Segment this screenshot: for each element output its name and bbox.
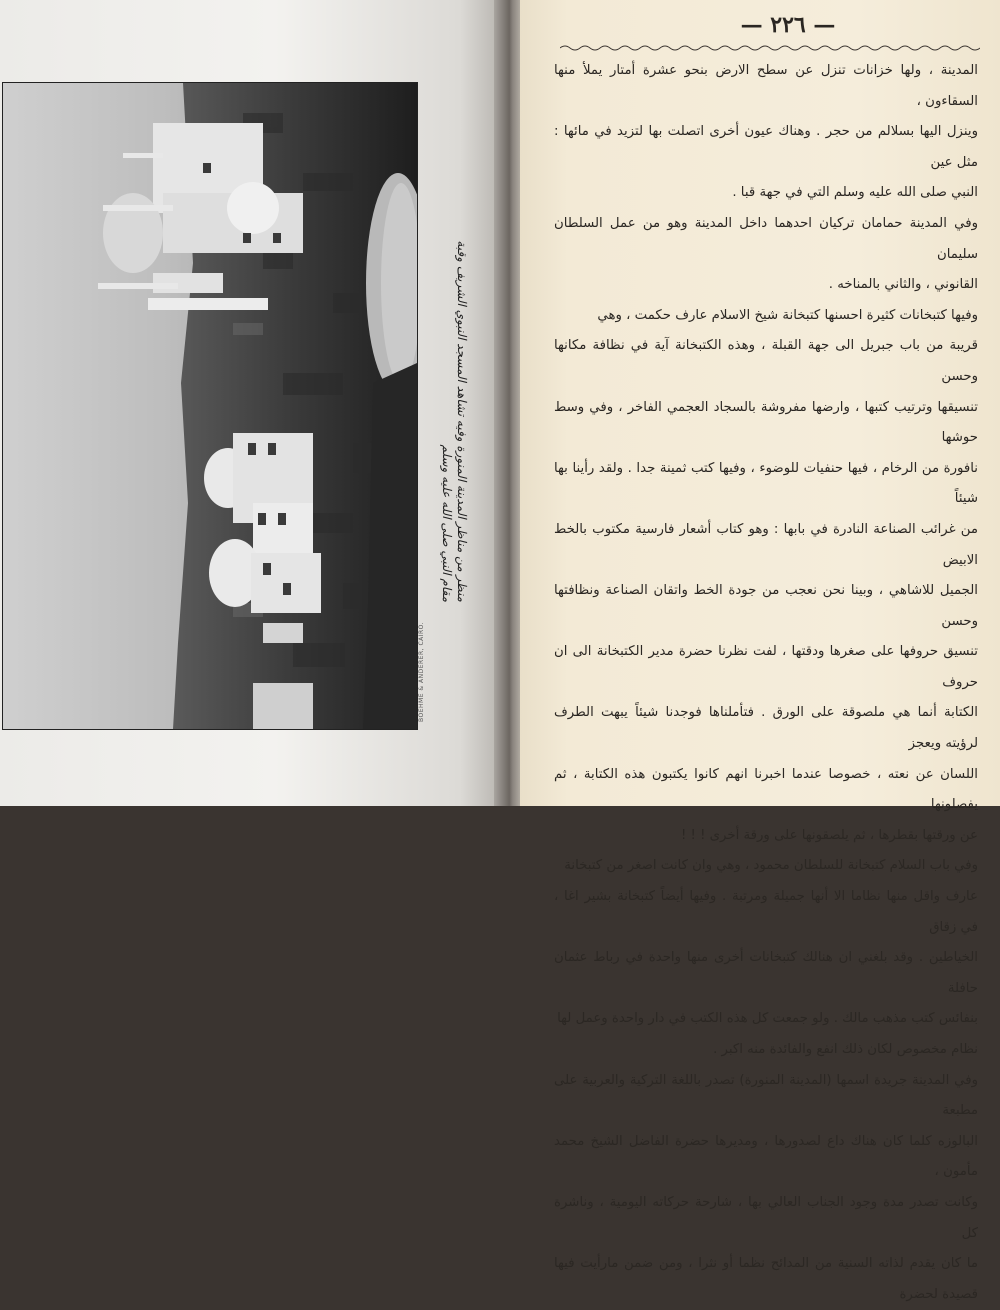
photo-credit: BOEHME & ANDERER, CAIRO. [418,621,425,722]
text-line: تنسيقها وترتيب كتبها ، وارضها مفروشة بالسجاد العجمي الفاخر ، وفي وسط حوشها [554,399,978,446]
text-line: وفيها كتبخانات كثيرة احسنها كتبخانة شيخ الاسلام عارف حكمت ، وهي [597,307,978,323]
text-line: وفي المدينة حمامان تركيان احدهما داخل المدينة وهو من عمل السلطان سليمان [554,215,978,262]
page-number: — ٢٢٦ — [740,12,836,38]
text-line: ما كان يقدم لذاته السنية من المدائح نظما أو نثرا ، ومن ضمن مارأيت فيها قصيدة لحضرة [554,1256,978,1302]
right-page [520,0,1000,1302]
text-line: البالوزه كلما كان هناك داع لصدورها ، ومديرها حضرة الفاضل الشيخ محمد مأمون ، [554,1133,978,1180]
text-line: الكتابة أنما هي ملصوقة على الورق . فتأملناها فوجدنا شيئاً يبهت الطرف لرؤيته ويعجز [554,705,978,752]
text-line: وكانت تصدر مدة وجود الجناب العالي بها ، شارحة حركاته اليومية ، وناشرة كل [554,1194,978,1241]
text-line: القانوني ، والثاني بالمناخه . [828,277,978,293]
text-line: اللسان عن نعته ، خصوصا عندما اخبرنا انهم كانوا يكتبون هذه الكتابة ، ثم يفصلونها [554,766,978,813]
text-line: وينزل اليها بسلالم من حجر . وهناك عيون أخرى اتصلت بها لتزيد في مائها : مثل عين [554,124,978,170]
left-page [0,0,500,806]
text-line: وفي باب السلام كتبخانة للسلطان محمود ، وهي وان كانت اصغر من كتبخانة [564,858,978,874]
text-line: من غرائب الصناعة النادرة في بابها : وهو كتاب أشعار فارسية مكتوب بالخط الابيض [554,521,978,568]
photo-caption: منظر من مناظر المدينة المنورة وفيه تشاهد المسجد النبوي الشريف وقبة مقام النبي صلى الله عليه وسلم [440,240,469,602]
text-line: نافورة من الرخام ، فيها حنفيات للوضوء ، وفيها كتب ثمينة جدا . ولقد رأينا بها شيئاً [554,460,978,507]
text-line: المدينة ، ولها خزانات تنزل عن سطح الارض بنحو عشرة أمتار يملأ منها السقاءون ، [554,63,978,109]
photo-illustration [3,83,417,729]
photograph-medina [2,82,418,730]
body-text [554,56,978,1310]
text-line: الخياطين . وقد بلغني ان هنالك كتبخانات أخرى منها واحدة في رباط عثمان حافلة [554,950,978,996]
caption-container [437,232,469,602]
text-line: عن ورقتها بقطرها ، ثم يلصقونها على ورقة أخرى ! ! ! [680,827,978,843]
text-line: بنفائس كتب مذهب مالك . ولو جمعت كل هذه الكتب في دار واحدة وعمل لها [557,1011,978,1027]
text-line: نظام مخصوص لكان ذلك انفع والفائدة منه اكبر . [713,1042,978,1057]
text-line: النبي صلى الله عليه وسلم التي في جهة قبا . [732,185,978,201]
text-line: وفي المدينة جريدة اسمها (المدينة المنورة) تصدر باللغة التركية والعربية على مطبعة [554,1072,978,1119]
text-line: عارف واقل منها نظاما الا أنها جميلة ومرتبة . وفيها أيضاً كتبخانة بشير اغا ، في زقاق [554,889,978,935]
text-line: الجميل للاشاهي ، وبينا نحن نعجب من جودة الخط واتقان الصناعة ونظافتها وحسن [554,583,978,629]
header-ornament-rule [560,44,980,52]
text-line: قريبة من باب جبريل الى جهة القبلة ، وهذه الكتبخانة آية في نظافة مكانها وحسن [554,338,978,384]
text-line: تنسيق حروفها على صغرها ودقتها ، لفت نظرنا حضرة مدير الكتبخانة الى ان حروف [554,644,978,690]
